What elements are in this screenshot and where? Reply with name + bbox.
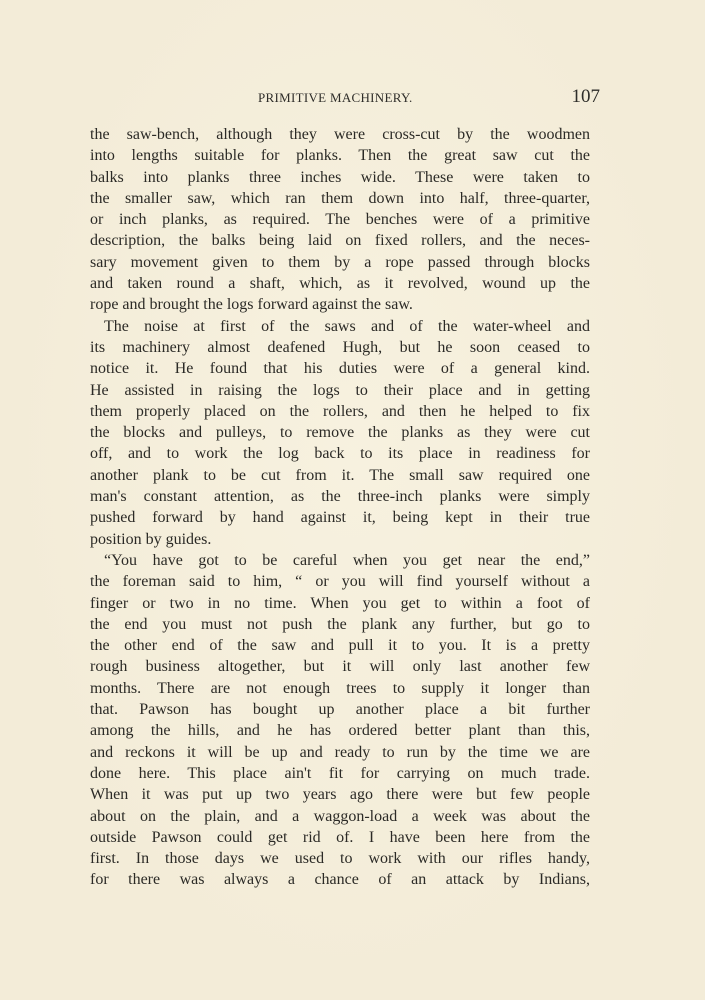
text-line: that. Pawson has bought up another place a bit further — [90, 701, 590, 719]
text-line: the foreman said to him, “ or you will find yourself without a — [90, 573, 590, 591]
text-line: outside Pawson could get rid of. I have been here from the — [90, 828, 590, 846]
text-line: finger or two in no time. When you get to within a foot of — [90, 594, 590, 612]
text-line: another plank to be cut from it. The small saw required one — [90, 466, 590, 484]
text-line: rough business altogether, but it will only last another few — [90, 658, 590, 676]
text-line: position by guides. — [90, 530, 212, 548]
text-line: balks into planks three inches wide. These were taken to — [90, 168, 590, 186]
text-line: rope and brought the logs forward against the saw. — [90, 296, 413, 314]
text-line: for there was always a chance of an attack by Indians, — [90, 871, 590, 889]
text-line: its machinery almost deafened Hugh, but he soon ceased to — [90, 338, 590, 356]
text-line: sary movement given to them by a rope passed through blocks — [90, 253, 590, 271]
text-line: them properly placed on the rollers, and then he helped to fix — [90, 402, 590, 420]
text-line: He assisted in raising the logs to their place and in getting — [90, 381, 590, 399]
text-line: notice it. He found that his duties were of a general kind. — [90, 360, 590, 378]
text-line: done here. This place ain't fit for carrying on much trade. — [90, 764, 590, 782]
text-line: or inch planks, as required. The benches were of a primitive — [90, 211, 590, 229]
text-line: description, the balks being laid on fixed rollers, and the neces- — [90, 232, 590, 250]
text-line: When it was put up two years ago there were but few people — [90, 786, 590, 804]
text-line: into lengths suitable for planks. Then the great saw cut the — [90, 147, 590, 165]
text-line: man's constant attention, as the three-inch planks were simply — [90, 488, 590, 506]
text-line: off, and to work the log back to its place in readiness for — [90, 445, 590, 463]
page-header — [90, 86, 600, 112]
text-line: “You have got to be careful when you get near the end,” — [104, 551, 590, 569]
running-head: PRIMITIVE MACHINERY. — [258, 90, 413, 105]
text-line: among the hills, and he has ordered better plant than this, — [90, 722, 590, 740]
page-number: 107 — [571, 86, 600, 107]
text-line: first. In those days we used to work with our rifles handy, — [90, 850, 590, 868]
text-line: the other end of the saw and pull it to you. It is a pretty — [90, 637, 590, 655]
text-line: pushed forward by hand against it, being kept in their true — [90, 509, 590, 527]
text-line: and taken round a shaft, which, as it revolved, wound up the — [90, 275, 590, 293]
text-line: and reckons it will be up and ready to run by the time we are — [90, 743, 590, 761]
text-line: months. There are not enough trees to supply it longer than — [90, 679, 590, 697]
text-line: about on the plain, and a waggon-load a week was about the — [90, 807, 590, 825]
text-line: the smaller saw, which ran them down into half, three-quarter, — [90, 189, 590, 207]
text-line: The noise at first of the saws and of the water-wheel and — [104, 317, 590, 335]
text-line: the end you must not push the plank any further, but go to — [90, 615, 590, 633]
body-text — [90, 124, 590, 891]
text-line: the blocks and pulleys, to remove the planks as they were cut — [90, 424, 590, 442]
text-line: the saw-bench, although they were cross-cut by the woodmen — [90, 126, 590, 143]
